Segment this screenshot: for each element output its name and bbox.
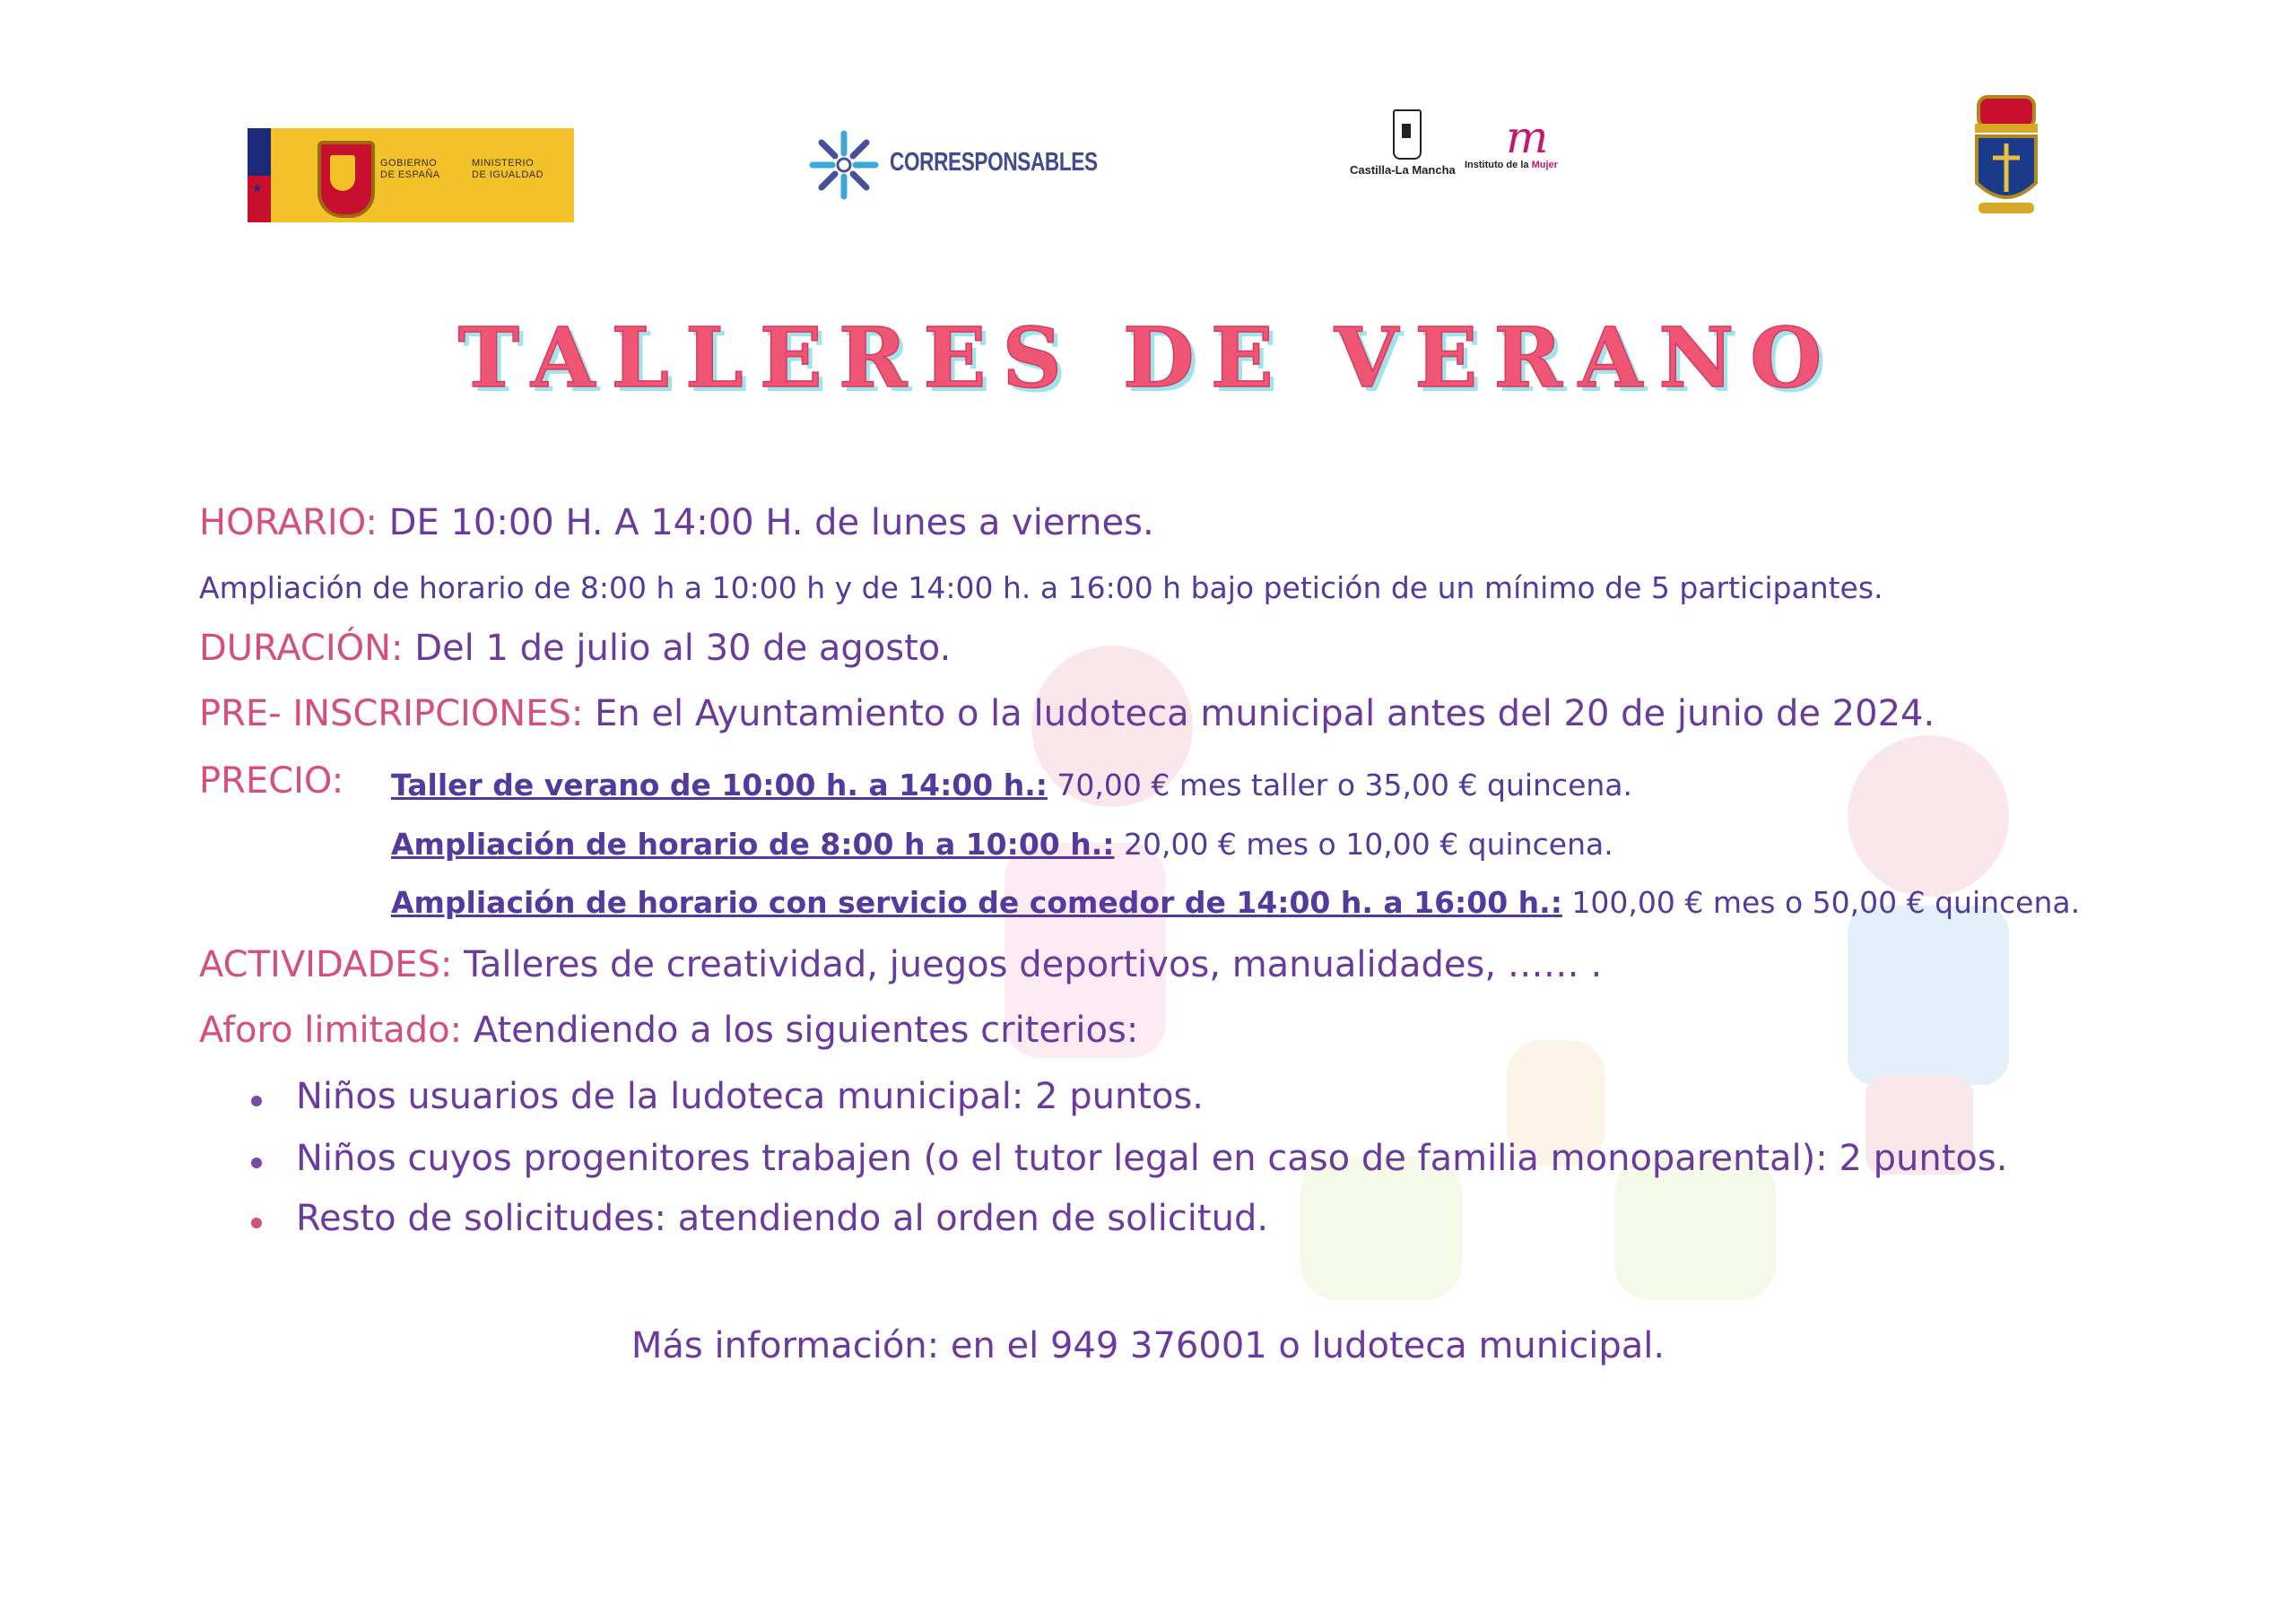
actividades-line	[199, 944, 1602, 985]
bullet-icon	[251, 1158, 262, 1168]
horario-text: DE 10:00 H. A 14:00 H. de lunes a viernes.	[377, 502, 1154, 543]
spain-coat-of-arms-icon	[317, 141, 375, 218]
bullet-icon	[251, 1096, 262, 1106]
snowflake-icon	[807, 128, 881, 202]
page-title: TALLERES DE VERANO	[457, 309, 1839, 406]
gobierno-espana-logo	[248, 128, 574, 222]
precio-item	[391, 768, 1632, 802]
star-icon: ★	[252, 182, 263, 195]
gobierno-text: GOBIERNO DE ESPAÑA	[380, 158, 440, 180]
aforo-text: Atendiendo a los siguientes criterios:	[462, 1010, 1139, 1051]
mas-informacion: Más información: en el 949 376001 o ludoteca municipal.	[631, 1325, 1665, 1366]
precio-item-value: 100,00 € mes o 50,00 € quincena.	[1561, 885, 2081, 920]
duracion-text: Del 1 de julio al 30 de agosto.	[403, 628, 952, 669]
precio-label: PRECIO:	[199, 760, 344, 802]
star-icon: ★	[275, 135, 286, 149]
duracion-line	[199, 628, 951, 669]
actividades-label: ACTIVIDADES:	[199, 944, 453, 985]
precio-item-value: 70,00 € mes taller o 35,00 € quincena.	[1047, 768, 1633, 802]
horario-label: HORARIO:	[199, 502, 378, 543]
aforo-label: Aforo limitado:	[199, 1010, 463, 1051]
precio-item	[391, 827, 1613, 862]
instituto-mujer-text	[1465, 160, 1558, 170]
preinscripciones-text: En el Ayuntamiento o la ludoteca municipal antes del 20 de junio de 2024.	[583, 693, 1935, 734]
ampliacion-text: Ampliación de horario de 8:00 h a 10:00 h y de 14:00 h. a 16:00 h bajo petición de un mínimo de 5 participantes.	[199, 570, 1883, 605]
corresponsables-text: CORRESPONSABLES	[890, 148, 1098, 177]
castle-tower-icon	[1393, 109, 1422, 160]
horario-line	[199, 502, 1154, 543]
list-item: Niños cuyos progenitores trabajen (o el tutor legal en caso de familia monoparental): 2 puntos.	[296, 1138, 2008, 1179]
list-item: Resto de solicitudes: atendiendo al orden de solicitud.	[296, 1198, 1269, 1239]
preinscripciones-line	[199, 693, 1935, 734]
precio-item	[391, 885, 2080, 920]
castilla-la-mancha-text: Castilla-La Mancha	[1350, 163, 1456, 177]
list-item: Niños usuarios de la ludoteca municipal: 2 puntos.	[296, 1076, 1205, 1117]
precio-item-label: Ampliación de horario con servicio de comedor de 14:00 h. a 16:00 h.:	[391, 885, 1562, 920]
municipal-crest-icon	[1966, 93, 2047, 222]
preinscripciones-label: PRE- INSCRIPCIONES:	[199, 693, 584, 734]
precio-item-value: 20,00 € mes o 10,00 € quincena.	[1114, 827, 1613, 862]
precio-item-label: Ampliación de horario de 8:00 h a 10:00 h.:	[391, 827, 1115, 862]
actividades-text: Talleres de creatividad, juegos deportivos, manualidades, …… .	[452, 944, 1603, 985]
instituto-mujer-m-mark: m	[1506, 111, 1549, 163]
instituto-suffix: Mujer	[1531, 160, 1558, 170]
castilla-la-mancha-logo	[1350, 106, 1583, 186]
corresponsables-logo	[807, 128, 1098, 200]
duracion-label: DURACIÓN:	[199, 628, 404, 669]
bullet-icon	[251, 1218, 262, 1228]
aforo-line	[199, 1010, 1138, 1051]
instituto-prefix: Instituto de la	[1465, 160, 1532, 170]
star-icon: ★	[252, 159, 263, 172]
ministerio-text: MINISTERIO DE IGUALDAD	[472, 158, 544, 180]
precio-item-label: Taller de verano de 10:00 h. a 14:00 h.:	[391, 768, 1048, 802]
